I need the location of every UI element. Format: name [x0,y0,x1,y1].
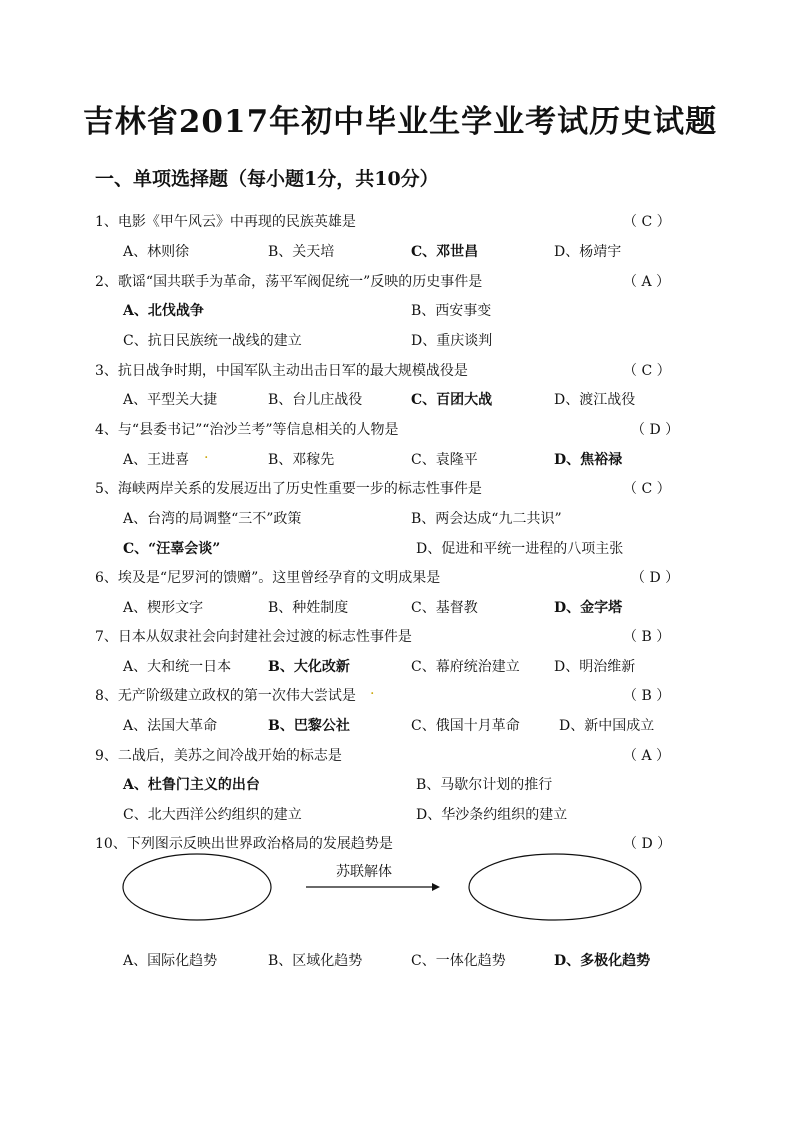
option-correct: D、焦裕禄 [554,452,623,468]
option: D、华沙条约组织的建立 [416,807,568,823]
option-correct: A、北伐战争 [123,303,204,319]
option-correct: A、杜鲁门主义的出台 [123,777,260,793]
world-pattern-diagram [110,850,650,930]
answer-key: （ D ） [631,570,680,586]
stray-dot: . [370,682,375,698]
option: B、关天培 [268,244,335,260]
section-heading: 一、单项选择题（每小题1分，共10分） [95,168,439,190]
option: D、促进和平统一进程的八项主张 [416,541,624,557]
answer-key: （ B ） [623,688,671,704]
option: D、重庆谈判 [411,333,493,349]
option: A、国际化趋势 [123,953,218,969]
answer-key: （ C ） [623,214,671,230]
answer-key: （ D ） [631,422,680,438]
option-correct: C、“汪辜会谈” [123,541,221,557]
option: D、杨靖宇 [554,244,622,260]
option: C、一体化趋势 [411,953,506,969]
option: C、抗日民族统一战线的建立 [123,333,302,349]
page-title: 吉林省2017年初中毕业生学业考试历史试题 [82,104,718,140]
question-stem: 5、海峡两岸关系的发展迈出了历史性重要一步的标志性事件是 [95,481,482,497]
answer-key: （ A ） [623,274,671,290]
question-stem: 6、埃及是“尼罗河的馈赠”。这里曾经孕育的文明成果是 [95,570,441,586]
option: A、林则徐 [123,244,190,260]
option: B、种姓制度 [268,600,349,616]
option: A、台湾的局调整“三不”政策 [123,511,302,527]
answer-key: （ C ） [623,363,671,379]
after-pattern-ellipse [469,854,641,920]
option: B、邓稼先 [268,452,335,468]
question-stem: 7、日本从奴隶社会向封建社会过渡的标志性事件是 [95,629,412,645]
option: A、王进喜 [123,452,190,468]
option: B、西安事变 [411,303,492,319]
option: A、法国大革命 [123,718,218,734]
question-stem: 4、与“县委书记”“治沙兰考”等信息相关的人物是 [95,422,399,438]
option: D、明治维新 [554,659,636,675]
option: C、俄国十月革命 [411,718,520,734]
arrow-label: 苏联解体 [336,864,392,880]
question-stem: 3、抗日战争时期，中国军队主动出击日军的最大规模战役是 [95,363,468,379]
answer-key: （ A ） [623,748,671,764]
option: B、马歇尔计划的推行 [416,777,553,793]
option-correct: C、邓世昌 [411,244,479,260]
question-stem: 1、电影《甲午风云》中再现的民族英雄是 [95,214,356,230]
option: A、平型关大捷 [123,392,218,408]
stray-dot: . [204,446,209,462]
question-stem: 9、二战后，美苏之间冷战开始的标志是 [95,748,342,764]
option: A、大和统一日本 [123,659,232,675]
option-correct: D、金字塔 [554,600,623,616]
option: B、两会达成“九二共识” [411,511,562,527]
option: C、北大西洋公约组织的建立 [123,807,302,823]
option: D、新中国成立 [559,718,655,734]
option-correct: D、多极化趋势 [554,953,651,969]
option-correct: C、百团大战 [411,392,493,408]
answer-key: （ C ） [623,481,671,497]
option: A、楔形文字 [123,600,204,616]
option: C、袁隆平 [411,452,478,468]
option: B、区域化趋势 [268,953,363,969]
option: C、幕府统治建立 [411,659,520,675]
before-pattern-ellipse [123,854,271,920]
question-stem: 10、下列图示反映出世界政治格局的发展趋势是 [95,836,393,852]
option: B、台儿庄战役 [268,392,363,408]
option-correct: B、大化改新 [268,659,350,675]
question-stem: 2、歌谣“国共联手为革命，荡平军阀促统一”反映的历史事件是 [95,274,483,290]
option-correct: B、巴黎公社 [268,718,350,734]
arrow-head [432,883,440,891]
answer-key: （ B ） [623,629,671,645]
option: C、基督教 [411,600,478,616]
answer-key: （ D ） [623,836,672,852]
option: D、渡江战役 [554,392,636,408]
question-stem: 8、无产阶级建立政权的第一次伟大尝试是 [95,688,356,704]
